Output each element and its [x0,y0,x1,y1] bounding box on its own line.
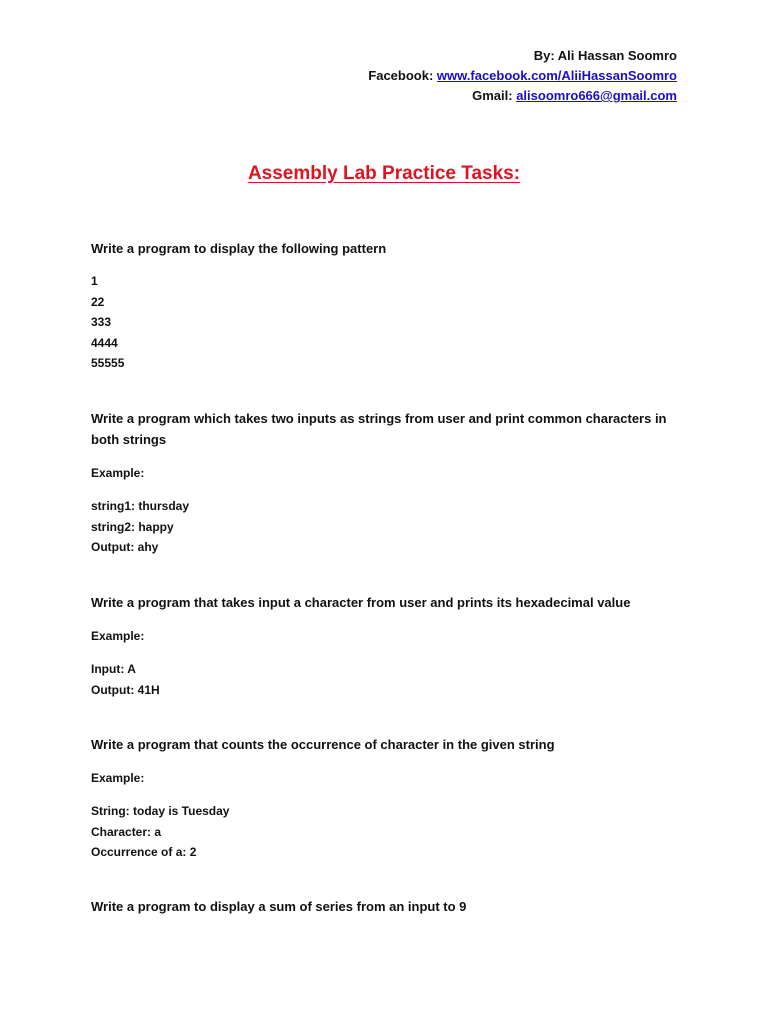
pattern-line: 22 [91,294,105,309]
facebook-link[interactable]: www.facebook.com/AliiHassanSoomro [436,68,677,83]
pattern-line: 333 [91,315,112,329]
task-3 [91,592,681,700]
task-prompt: Write a program to display a sum of series from an input to 9 [91,899,467,914]
example-label: Example: [91,771,145,785]
pattern-line: 1 [91,274,98,288]
document-title: Assembly Lab Practice Tasks: [247,163,521,184]
gmail-label: Gmail: [472,88,513,103]
task-prompt: Write a program which takes two inputs as strings from user and print common characters in both strings [91,411,667,447]
task-4 [91,734,681,863]
pattern-line: 4444 [91,335,118,350]
facebook-line [368,66,677,86]
pattern-lines [91,271,681,374]
example-line: string2: happy [91,519,174,534]
example-lines [91,659,681,700]
task-5 [91,896,681,917]
example-label: Example: [91,629,145,643]
gmail-line [368,86,677,106]
example-line: string1: thursday [91,499,190,513]
example-line: String: today is Tuesday [91,804,230,818]
task-prompt: Write a program that takes input a character from user and prints its hexadecimal value [91,595,631,610]
task-1 [91,238,681,374]
gmail-link[interactable]: alisoomro666@gmail.com [516,88,677,103]
example-label: Example: [91,466,145,480]
example-line: Output: 41H [91,682,160,697]
task-2 [91,408,681,558]
facebook-label: Facebook: [368,68,434,83]
example-line: Character: a [91,824,162,839]
task-prompt: Write a program to display the following pattern [91,241,387,256]
example-lines [91,801,681,863]
task-prompt: Write a program that counts the occurrence of character in the given string [91,737,555,752]
author-info [368,46,677,106]
example-line: Occurrence of a: 2 [91,845,197,859]
example-line: Output: ahy [91,540,159,554]
author-name: By: Ali Hassan Soomro [533,48,677,63]
pattern-line: 55555 [91,356,125,370]
example-line: Input: A [91,662,136,676]
example-lines [91,496,681,558]
